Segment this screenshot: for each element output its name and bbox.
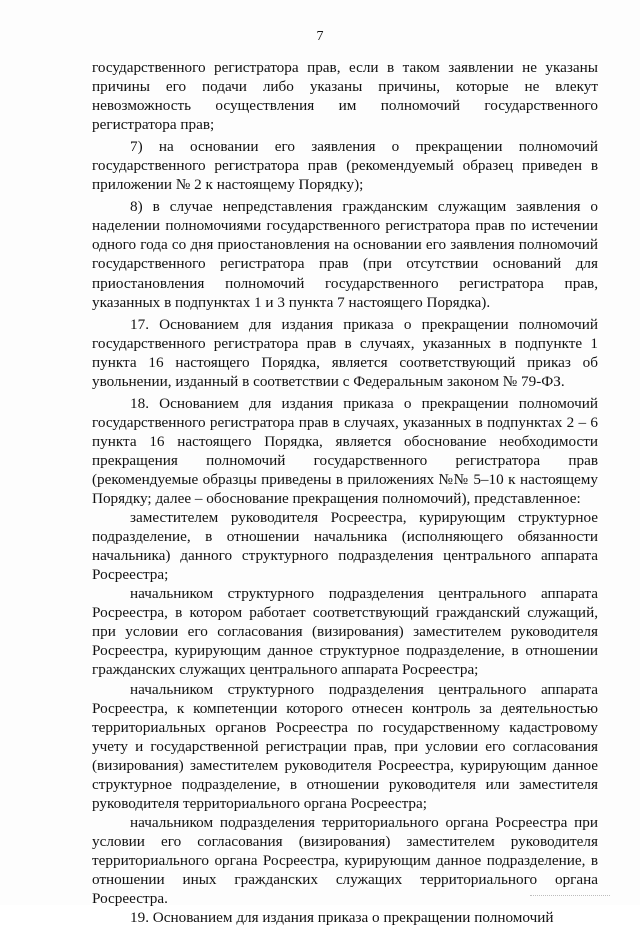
paragraph-item-8: 8) в случае непредставления гражданским служащим заявления о наделении полномочиями государственного регистратора прав по истечении одного года со дня приостановления на основании его заявления полномочий государственного регистратора прав (при отсутствии оснований для приостановления полномочий государственного регистратора прав, указанных в подпунктах 1 и 3 пункта 7 настоящего Порядка). (92, 198, 598, 311)
page-number: 7 (316, 29, 324, 44)
paragraph-central-unit-head: начальником структурного подразделения центрального аппарата Росреестра, в котором работает соответствующий гражданский служащий, при условии его согласования (визирования) заместителем руководителя Росреестра, курирующим данное структурное подразделение, в отношении гражданских служащих центрального аппарата Росреестра; (92, 585, 598, 679)
paragraph-territorial-unit-head: начальником подразделения территориального органа Росреестра при условии его согласования (визирования) заместителем руководителя территориального органа Росреестра, курирующим данное подразделение, в отношении иных гражданских служащих территориального органа Росреестра. (92, 813, 598, 908)
paragraph-section-19: 19. Основанием для издания приказа о прекращении полномочий (130, 909, 554, 927)
scan-edge-mark (530, 895, 610, 899)
paragraph-item-7: 7) на основании его заявления о прекращении полномочий государственного регистратора прав (рекомендуемый образец приведен в приложении № 2 к настоящему Порядку); (92, 138, 598, 194)
paragraph-control-unit-head: начальником структурного подразделения центрального аппарата Росреестра, к компетенции которого отнесен контроль за деятельностью территориальных органов Росреестра по государственному кадастровому учету и государственной регистрации прав, при условии его согласования (визирования) заместителем руководителя Росреестра, курирующим данное структурное подразделение, в отношении руководителя или заместителя руководителя территориального органа Росреестра; (92, 680, 598, 812)
document-body (92, 58, 598, 927)
paragraph-section-17: 17. Основанием для издания приказа о прекращении полномочий государственного регистратора прав в случаях, указанных в подпункте 1 пункта 16 настоящего Порядка, является соответствующий приказ об увольнении, изданный в соответствии с Федеральным законом № 79-ФЗ. (92, 315, 598, 390)
paragraph-section-18: 18. Основанием для издания приказа о прекращении полномочий государственного регистратора прав в случаях, указанных в подпунктах 2 – 6 пункта 16 настоящего Порядка, является обоснование необходимости прекращения полномочий государственного регистратора прав (рекомендуемые образцы приведены в приложениях №№ 5–10 к настоящему Порядку; далее – обоснование прекращения полномочий), представленное: (92, 394, 598, 508)
paragraph-continuation: государственного регистратора прав, если в таком заявлении не указаны причины его подачи либо указаны причины, которые не влекут невозможность осуществления им полномочий государственного регистратора прав; (92, 59, 598, 134)
paragraph-deputy-head: заместителем руководителя Росреестра, курирующим структурное подразделение, в отношении начальника (исполняющего обязанности начальника) данного структурного подразделения центрального аппарата Росреестра; (92, 509, 598, 584)
